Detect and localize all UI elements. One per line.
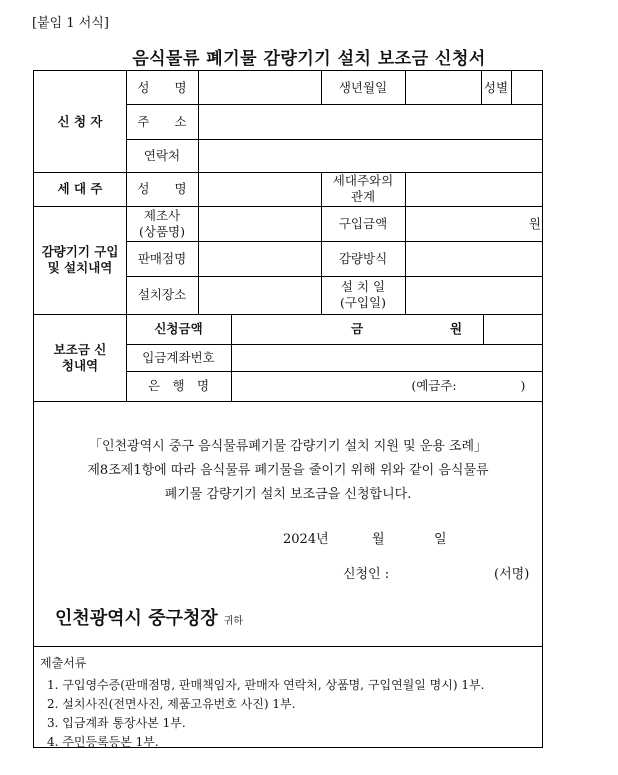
store-field[interactable] [198,241,321,276]
bank-field[interactable] [231,371,543,401]
account-label: 입금계좌번호 [142,349,215,365]
method-label: 감량방식 [338,250,388,266]
date-month: 월 [372,532,385,547]
household-name-label: 성 명 [137,181,187,197]
contact-label: 연락처 [143,147,181,163]
applicant-sign-field[interactable] [400,560,490,580]
attachment-item: 3. 입금계좌 통장사본 1부. [47,716,186,730]
amount-prefix: 금 [350,321,364,337]
device-section-label: 감량기기 구입 및 설치내역 [41,244,119,275]
applicant-name-field[interactable] [198,71,321,104]
gender-field[interactable] [511,71,543,104]
install-date-label: 설 치 일 (구입일) [340,279,386,310]
applicant-sign-label: 신청인 : [343,567,390,582]
store-label: 판매점명 [137,250,187,266]
attachment-tag: [붙임 1 서식] [32,16,109,31]
relation-field[interactable] [405,172,543,206]
declaration-line-2: 제8조제1항에 따라 음식물류 폐기물을 줄이기 위해 위와 같이 음식물류 [87,463,489,478]
date-day: 일 [434,532,447,547]
relation-label: 세대주와의 관계 [332,173,394,204]
install-date-field[interactable] [405,276,543,314]
address-label: 주 소 [137,113,187,129]
attachments-header: 제출서류 [40,656,87,670]
amount-unit: 원 [449,321,463,337]
price-label: 구입금액 [338,215,388,231]
bank-label: 은 행 명 [147,378,210,394]
price-unit: 원 [528,215,541,231]
method-field[interactable] [405,241,543,276]
recipient-honorific: 귀하 [223,616,244,627]
recipient-name: 인천광역시 중구청장 귀하 [55,608,244,629]
contact-field[interactable] [198,139,543,172]
household-name-field[interactable] [198,172,321,206]
household-section-label: 세 대 주 [57,181,103,197]
declaration-line-3: 폐기물 감량기기 설치 보조금을 신청합니다. [164,487,412,502]
birth-date-label: 생년월일 [338,79,388,95]
gender-label: 성별 [483,79,509,95]
birth-date-field[interactable] [405,71,481,104]
place-label: 설치장소 [137,287,187,303]
attachment-item: 4. 주민등록등본 1부. [47,735,159,749]
form-title: 음식물류 폐기물 감량기기 설치 보조금 신청서 [132,49,486,69]
attachment-item: 2. 설치사진(전면사진, 제품고유번호 사진) 1부. [47,697,296,711]
applicant-name-label: 성 명 [137,79,187,95]
subsidy-section-label: 보조금 신청내역 [53,341,107,373]
place-field[interactable] [198,276,321,314]
applicant-section-label: 신 청 자 [57,113,103,129]
maker-field[interactable] [198,206,321,241]
account-field[interactable] [231,344,543,371]
holder-label: (예금주: [411,378,457,394]
price-field[interactable] [405,206,543,241]
declaration-line-1: 「인천광역시 중구 음식물류폐기물 감량기기 설치 지원 및 운용 조례」 [88,439,488,454]
sign-label: (서명) [494,567,530,582]
date-year: 2024년 [283,532,329,547]
application-form [33,70,543,748]
amount-label: 신청금액 [154,321,203,337]
address-field[interactable] [198,104,543,139]
holder-close: ) [520,378,526,394]
maker-label: 제조사 (상품명) [139,207,185,239]
attachment-item: 1. 구입영수증(판매점명, 판매책임자, 판매자 연락처, 상품명, 구입연월일 명시) 1부. [47,678,485,692]
